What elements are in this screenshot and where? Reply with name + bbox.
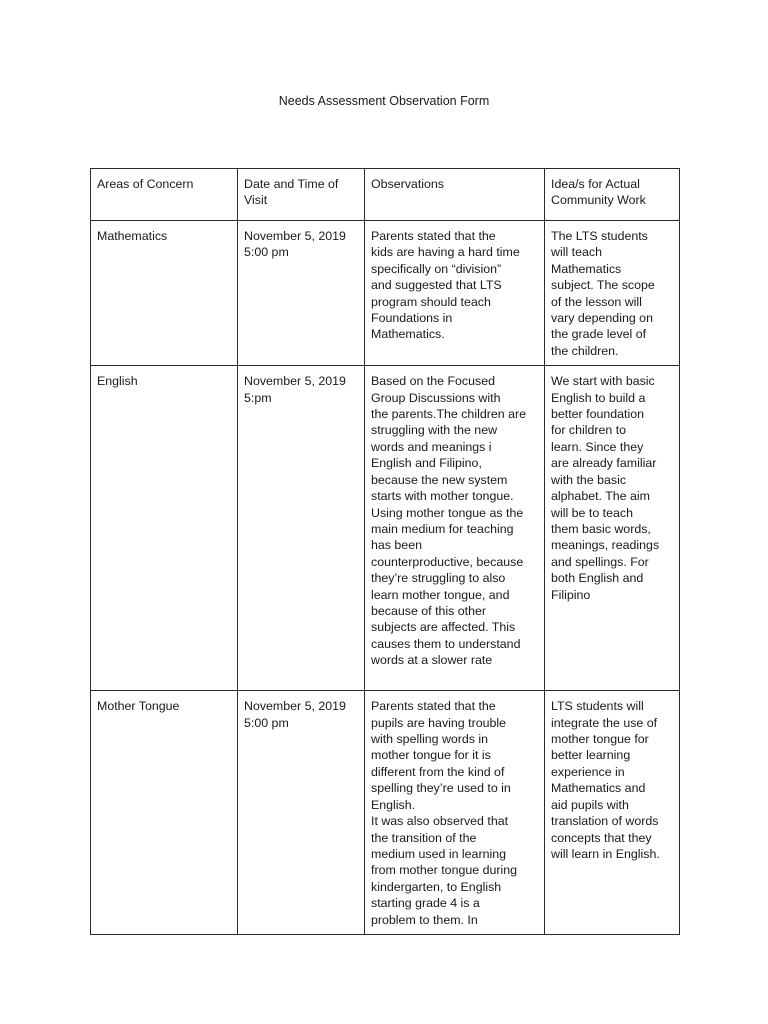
cell-area [91, 691, 238, 935]
header-label: Idea/s for Actual Community Work [551, 177, 646, 208]
table-header-row [91, 169, 680, 221]
area-text: Mathematics [97, 229, 168, 243]
header-label: Areas of Concern [97, 177, 194, 191]
ideas-text: We start with basic English to build a better foundation for children to learn. Since they are already familiar with the basic alphabet. The aim will be to teach them basic words, meanings, readings and spellings. For both English and Filipino [551, 374, 660, 602]
table-row [91, 366, 680, 691]
cell-ideas [545, 691, 680, 935]
header-label: Observations [371, 177, 445, 191]
date-text: November 5, 2019 5:pm [244, 374, 346, 405]
ideas-text: The LTS students will teach Mathematics subject. The scope of the lesson will vary depending on the grade level of the children. [551, 229, 655, 358]
observations-text: Parents stated that the kids are having a hard time specifically on “division” and suggested that LTS program should teach Foundations in Mathematics. [371, 229, 520, 342]
cell-observations [365, 691, 545, 935]
header-date-time [238, 169, 365, 221]
observations-text: Based on the Focused Group Discussions with the parents.The children are struggling with the new words and meanings i English and Filipino, because the new system starts with mother tongue. Using mother tongue as the main medium for teaching has been counterproductive, because they’re struggling to also learn mother tongue, and because of this other subjects are affected. This causes them to understand words at a slower rate [371, 374, 526, 668]
table-row [91, 691, 680, 935]
cell-observations [365, 221, 545, 366]
ideas-text: LTS students will integrate the use of mother tongue for better learning experience in Mathematics and aid pupils with translation of words concepts that they will learn in English. [551, 699, 660, 861]
header-ideas [545, 169, 680, 221]
page-title: Needs Assessment Observation Form [278, 94, 490, 108]
date-text: November 5, 2019 5:00 pm [244, 699, 346, 730]
header-label: Date and Time of Visit [244, 177, 339, 208]
header-areas-of-concern [91, 169, 238, 221]
cell-date [238, 221, 365, 366]
date-text: November 5, 2019 5:00 pm [244, 229, 346, 260]
area-text: English [97, 374, 138, 389]
cell-ideas [545, 366, 680, 691]
cell-area [91, 221, 238, 366]
observations-text: Parents stated that the pupils are having trouble with spelling words in mother tongue for it is different from the kind of spelling they’re used to in English. It was also observed that the transition of the medium used in learning from mother tongue during kindergarten, to English starting grade 4 is a problem to them. In [371, 699, 518, 927]
observation-table [90, 168, 680, 935]
table-row [91, 221, 680, 366]
cell-area [91, 366, 238, 691]
cell-observations [365, 366, 545, 691]
header-observations [365, 169, 545, 221]
cell-date [238, 366, 365, 691]
cell-ideas [545, 221, 680, 366]
cell-date [238, 691, 365, 935]
area-text: Mother Tongue [97, 699, 180, 714]
